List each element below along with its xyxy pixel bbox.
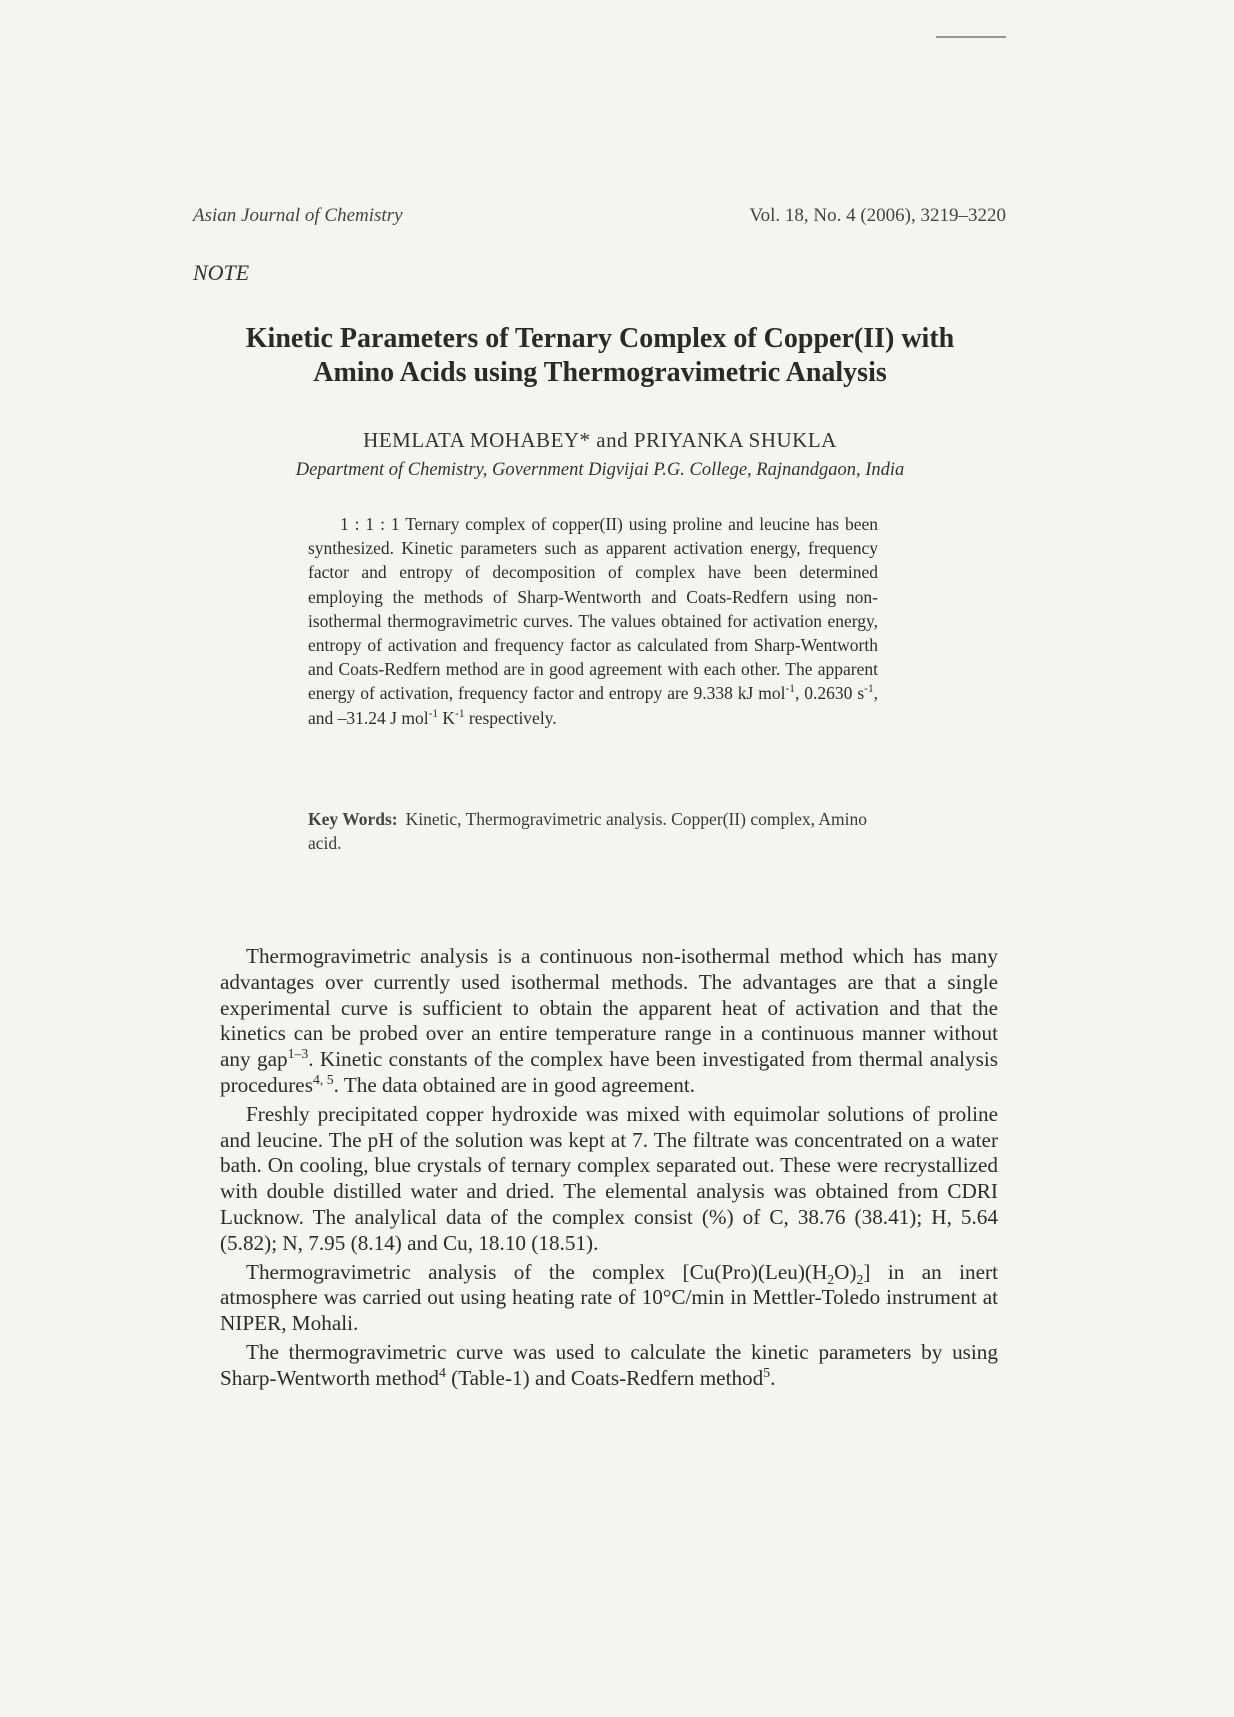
paragraph-text: Thermogravimetric analysis of the complex [Cu(Pro)(Leu)(H [246, 1259, 828, 1284]
abstract-text: respectively. [464, 707, 557, 728]
citation: 1–3 [287, 1046, 309, 1062]
superscript: -1 [864, 683, 874, 696]
subscript: 2 [827, 1271, 835, 1287]
paragraph-text: . [770, 1365, 776, 1390]
paper-title [180, 322, 1020, 390]
abstract [308, 512, 878, 730]
body-paragraph-4 [220, 1340, 998, 1392]
paragraph-text: The thermogravimetric curve was used to calculate the kinetic parameters by using Sharp-Wentworth method [220, 1339, 998, 1390]
subscript: 2 [856, 1271, 864, 1287]
scan-mark [936, 36, 1006, 38]
volume-info: Vol. 18, No. 4 (2006), 3219–3220 [749, 205, 1006, 226]
abstract-text: , 0.2630 s [794, 683, 865, 704]
superscript: -1 [455, 707, 465, 720]
paragraph-text: . The data obtained are in good agreement. [333, 1072, 696, 1097]
keywords-label: Key Words: [308, 809, 398, 829]
title-line-1: Kinetic Parameters of Ternary Complex of Copper(II) with [245, 323, 955, 354]
citation: 5 [763, 1364, 771, 1380]
affiliation: Department of Chemistry, Government Digvijai P.G. College, Rajnandgaon, India [295, 460, 905, 480]
paragraph-text: O) [834, 1259, 857, 1284]
note-label: NOTE [193, 260, 250, 285]
body-paragraph-1 [220, 944, 998, 1099]
citation: 4 [438, 1364, 446, 1380]
superscript: -1 [785, 683, 795, 696]
abstract-text: , and –31.24 J mol [308, 683, 878, 728]
body-paragraph-2: Freshly precipitated copper hydroxide was mixed with equimolar solutions of proline and leucine. The pH of the solution was kept at 7. The filtrate was concentrated on a water bath. On cooling, blue crystals of ternary complex separated out. These were recrystallized with double distilled water and dried. The elemental analysis was obtained from CDRI Lucknow. The analylical data of the complex consist (%) of C, 38.76 (38.41); H, 5.64 (5.82); N, 7.95 (8.14) and Cu, 18.10 (18.51). [220, 1101, 998, 1255]
abstract-text: 1 : 1 : 1 Ternary complex of copper(II) using proline and leucine has been synthesized. Kinetic parameters such as apparent activation energy, frequency factor and entropy of decomposition of complex have been determined employing the methods of Sharp-Wentworth and Coats-Redfern using non-isothermal thermogravimetric curves. The values obtained for activation energy, entropy of activation and frequency factor as calculated from Sharp-Wentworth and Coats-Redfern method are in good agreement with each other. The apparent energy of activation, frequency factor and entropy are 9.338 kJ mol [308, 514, 878, 704]
paragraph-text: ] in an inert atmosphere was carried out using heating rate of 10°C/min in Mettler-Toledo instrument at NIPER, Mohali. [220, 1259, 998, 1336]
citation: 4, 5 [312, 1071, 334, 1087]
paragraph-text: Thermogravimetric analysis is a continuous non-isothermal method which has many advantages over currently used isothermal methods. The advantages are that a single experimental curve is sufficient to obtain the apparent heat of activation and that the kinetics can be probed over an entire temperature range in a continuous manner without any gap [220, 944, 998, 1072]
keywords [308, 807, 878, 855]
paragraph-text: (Table-1) and Coats-Redfern method [445, 1365, 764, 1390]
journal-name: Asian Journal of Chemistry [193, 205, 403, 226]
body-text [220, 944, 998, 1395]
paragraph-text: . Kinetic constants of the complex have been investigated from thermal analysis procedures [220, 1047, 999, 1097]
abstract-text: K [438, 707, 456, 728]
body-paragraph-3 [220, 1260, 998, 1337]
authors: HEMLATA MOHABEY* and PRIYANKA SHUKLA [363, 428, 837, 452]
title-line-2: Amino Acids using Thermogravimetric Analysis [313, 357, 887, 388]
keywords-text: Kinetic, Thermogravimetric analysis. Copper(II) complex, Amino acid. [308, 809, 867, 853]
superscript: -1 [428, 707, 439, 720]
